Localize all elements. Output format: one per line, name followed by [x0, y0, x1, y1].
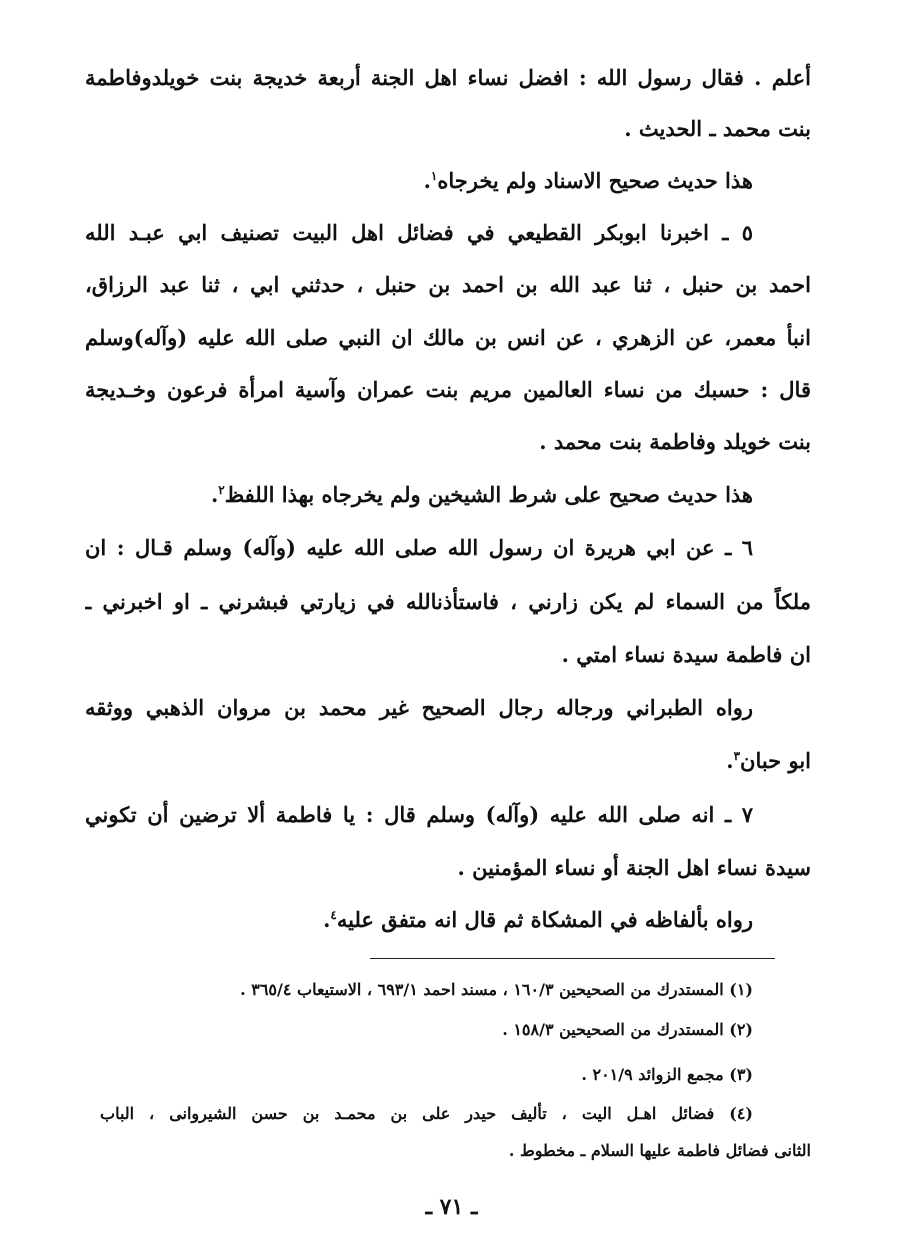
text-segment: ابو حبان: [740, 748, 811, 773]
text-line: ٥ ـ اخبرنا ابوبكر القطيعي في فضائل اهل البيت تصنيف ابي عبـد الله: [85, 220, 753, 245]
footnote: (١) المستدرك من الصحيحين ١٦٠/٣ ، مسند احمد ٦٩٣/١ ، الاستيعاب ٣٦٥/٤ .: [240, 980, 753, 999]
text-line: قال : حسبك من نساء العالمين مريم بنت عمران وآسية امرأة فرعون وخـديجة: [85, 377, 811, 402]
sentence-end: .: [323, 907, 331, 932]
footnote: (٤) فضائل اهـل اليت ، تأليف حيدر على بن محمـد بن حسن الشيروانى ، الباب: [100, 1104, 753, 1123]
text-line: احمد بن حنبل ، ثنا عبد الله بن احمد بن حنبل ، حدثني ابي ، ثنا عبد الرزاق،: [85, 272, 811, 297]
text-segment: رواه بألفاظه في المشكاة ثم قال انه متفق عليه: [336, 907, 753, 932]
text-line: [85, 905, 753, 935]
footnote: (٢) المستدرك من الصحيحين ١٥٨/٣ .: [502, 1020, 753, 1039]
footnote-marker: ١: [430, 169, 438, 183]
text-line: بنت محمد ـ الحديث .: [624, 116, 811, 141]
text-line: [85, 746, 811, 776]
text-line: ٧ ـ انه صلى الله عليه (وآله) وسلم قال : يا فاطمة ألا ترضين أن تكوني: [85, 802, 753, 827]
footnote-separator: [370, 958, 775, 959]
footnote: (٣) مجمع الزوائد ٢٠١/٩ .: [581, 1065, 753, 1084]
footnote-continuation: الثانى فضائل فاطمة عليها السلام ـ مخطوط .: [508, 1141, 811, 1160]
text-segment: هذا حديث صحيح الاسناد ولم يخرجاه: [437, 168, 753, 193]
text-line: رواه الطبراني ورجاله رجال الصحيح غير محمد بن مروان الذهبي ووثقه: [85, 695, 753, 720]
text-line: ان فاطمة سيدة نساء امتي .: [561, 642, 811, 667]
text-line: سيدة نساء اهل الجنة أو نساء المؤمنين .: [457, 855, 811, 880]
footnote-marker: ٢: [218, 483, 225, 497]
text-line: [85, 166, 753, 196]
text-segment: هذا حديث صحيح على شرط الشيخين ولم يخرجاه بهذا اللفظ: [224, 482, 753, 507]
text-line: ملكاً من السماء لم يكن زارني ، فاستأذنالله في زيارتي فبشرني ـ او اخبرني ـ: [85, 589, 811, 614]
page-number: ـ ٧١ ـ: [425, 1194, 478, 1220]
text-line: ٦ ـ عن ابي هريرة ان رسول الله صلى الله عليه (وآله) وسلم قـال : ان: [85, 535, 753, 560]
text-line: بنت خويلد وفاطمة بنت محمد .: [539, 429, 811, 454]
sentence-end: .: [210, 482, 219, 507]
sentence-end: .: [726, 748, 734, 773]
footnote-marker: ٤: [330, 908, 337, 922]
text-line: [85, 480, 753, 510]
text-line: أعلم . فقال رسول الله : افضل نساء اهل الجنة أربعة خديجة بنت خويلدوفاطمة: [85, 65, 811, 90]
sentence-end: .: [423, 168, 431, 193]
footnote-marker: ٣: [733, 749, 741, 763]
text-line: انبأ معمر، عن الزهري ، عن انس بن مالك ان النبي صلى الله عليه (وآله)وسلم: [85, 325, 811, 350]
